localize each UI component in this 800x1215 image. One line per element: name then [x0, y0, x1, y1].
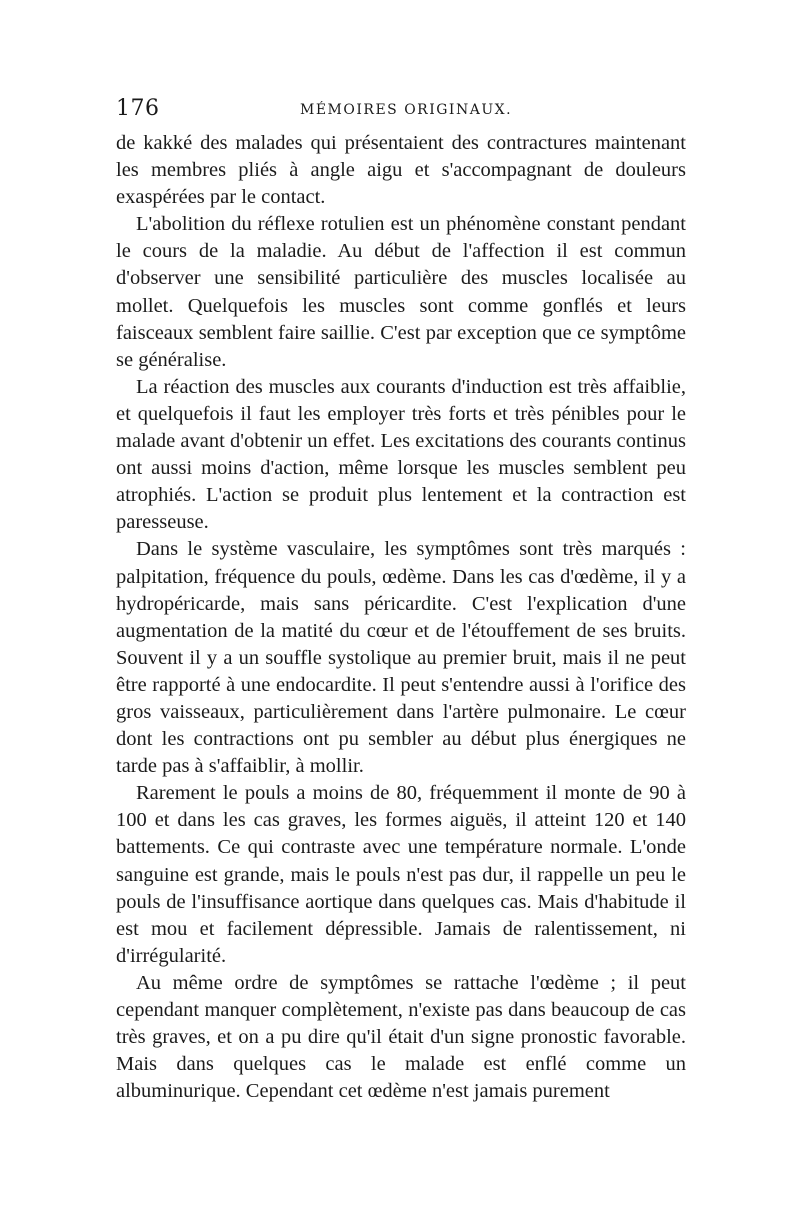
page-number: 176: [116, 96, 160, 121]
paragraph: Au même ordre de symptômes se rattache l'œdème ; il peut cependant manquer complètement, n'existe pas dans beaucoup de cas très graves, et on a pu dire qu'il était d'un signe pronostic favorable. Mais dans quelques cas le malade est enflé comme un albuminurique. Cependant cet œdème n'est jamais purement: [116, 971, 686, 1103]
body-text: [116, 130, 686, 1105]
paragraph: de kakké des malades qui présentaient des contractures maintenant les membres pliés à angle aigu et s'accompagnant de douleurs exaspérées par le contact.: [116, 132, 686, 209]
paragraph: L'abolition du réflexe rotulien est un phénomène constant pendant le cours de la maladie. Au début de l'affection il est commun d'observer une sensibilité particulière des muscles localisée au mollet. Quelquefois les muscles sont comme gonflés et leurs faisceaux semblent faire saillie. C'est par exception que ce symptôme se généralise.: [116, 213, 686, 371]
page-header: [116, 96, 686, 126]
paragraph: La réaction des muscles aux courants d'induction est très affaiblie, et quelquefois il faut les employer très forts et très pénibles pour le malade avant d'obtenir un effet. Les excitations des courants continus ont aussi moins d'action, même lorsque les muscles semblent peu atrophiés. L'action se produit plus lentement et la contraction est paresseuse.: [116, 375, 686, 534]
paragraph: Rarement le pouls a moins de 80, fréquemment il monte de 90 à 100 et dans les cas graves, les formes aiguës, il atteint 120 et 140 battements. Ce qui contraste avec une température normale. L'onde sanguine est grande, mais le pouls n'est pas dur, il rappelle un peu le pouls de l'insuffisance aortique dans quelques cas. Mais d'habitude il est mou et facilement dépressible. Jamais de ralentissement, ni d'irrégularité.: [116, 782, 686, 967]
paragraph: Dans le système vasculaire, les symptômes sont très marqués : palpitation, fréquence du pouls, œdème. Dans les cas d'œdème, il y a hydropéricarde, mais sans péricardite. C'est l'explication d'une augmentation de la matité du cœur et de l'étouffement de ses bruits. Souvent il y a un souffle systolique au premier bruit, mais il ne peut être rapporté à une endocardite. Il peut s'entendre aussi à l'orifice des gros vaisseaux, particulièrement dans l'artère pulmonaire. Le cœur dont les contractions ont pu sembler au début plus énergiques ne tarde pas à s'affaiblir, à mollir.: [116, 538, 686, 778]
running-head: MÉMOIRES ORIGINAUX.: [300, 102, 513, 118]
